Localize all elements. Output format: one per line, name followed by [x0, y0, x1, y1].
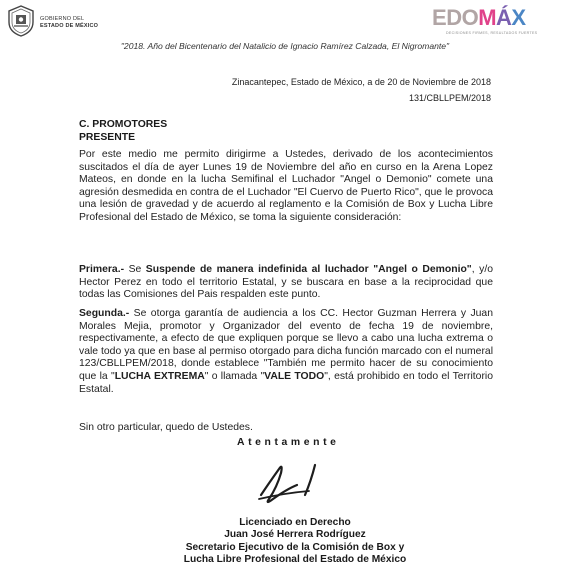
year-legend: "2018. Año del Bicentenario del Natalicio de Ignacio Ramírez Calzada, El Nigromante": [120, 41, 450, 51]
addressee-name: C. PROMOTORES: [79, 119, 168, 130]
closing-line: Sin otro particular, quedo de Ustedes.: [79, 422, 253, 433]
signer-title: Licenciado en Derecho: [239, 517, 351, 528]
segunda-label: Segunda.-: [79, 308, 130, 319]
gov-line-2: ESTADO DE MÉXICO: [40, 23, 99, 29]
gov-line-1: GOBIERNO DEL: [40, 16, 85, 22]
primera-label: Primera.-: [79, 264, 125, 275]
edomex-logo: [432, 6, 552, 40]
signer-name: Juan José Herrera Rodríguez: [224, 529, 366, 541]
addressee-salutation: PRESENTE: [79, 132, 136, 143]
handwritten-signature: [255, 455, 335, 507]
paragraph-introduction: Por este medio me permito dirigirme a Ustedes, derivado de los acontecimientos suscitados el día de ayer Lunes 19 de Noviembre del año en curso en la Arena Lopez Mateos, en donde en la lucha Semifinal el Luchador "Angel o Demonio" comete una agresión desmedida en contra de el Luchador "El Cuervo de Puerto Rico", que le provoca una lesión de gravedad y de acuerdo al reglamento e la Comisión de Box y Lucha Libre Profesional del Estado de México, se toma la siguiente consideración:: [79, 149, 493, 223]
atentamente: Atentamente: [237, 437, 340, 448]
government-name: [40, 16, 98, 30]
signer-block: [168, 517, 422, 567]
folio-number: 131/CBLLPEM/2018: [408, 93, 491, 103]
edomex-wordmark: EDOMÁX: [432, 5, 526, 30]
paragraph-segunda: Segunda.- Se otorga garantía de audiencia a los CC. Hector Guzman Herrera y Juan Morales Mejia, promotor y Organizador del evento de fecha 19 de noviembre, respectivamente, a efecto de que expliquen porque se llevo a cabo una lucha extrema o vale todo ya que en base al permiso otorgado para dicha función marcado con el numeral 123/CBLLPEM/2018, donde establece "También me permito hacer de su conocimiento que la "LUCHA EXTREMA" o llamada "VALE TODO", está prohibido en todo el Territorio Estatal.: [79, 308, 493, 395]
place-date: Zinacantepec, Estado de México, a de 20 de Noviembre de 2018: [231, 77, 491, 87]
addressee: [79, 118, 167, 144]
paragraph-primera: Primera.- Se Suspende de manera indefinida al luchador "Angel o Demonio", y/o Hector Perez en todo el territorio Estatal, y se buscara en base a la reciprocidad que todas las Comisiones del Pais respalden este punto.: [79, 264, 494, 301]
state-seal-icon: [6, 4, 36, 38]
signer-position-2: Lucha Libre Profesional del Estado de México: [183, 554, 407, 566]
edomex-tagline: DECISIONES FIRMES, RESULTADOS FUERTES: [446, 31, 538, 35]
signer-position-1: Secretario Ejecutivo de la Comisión de Box y: [185, 541, 405, 553]
